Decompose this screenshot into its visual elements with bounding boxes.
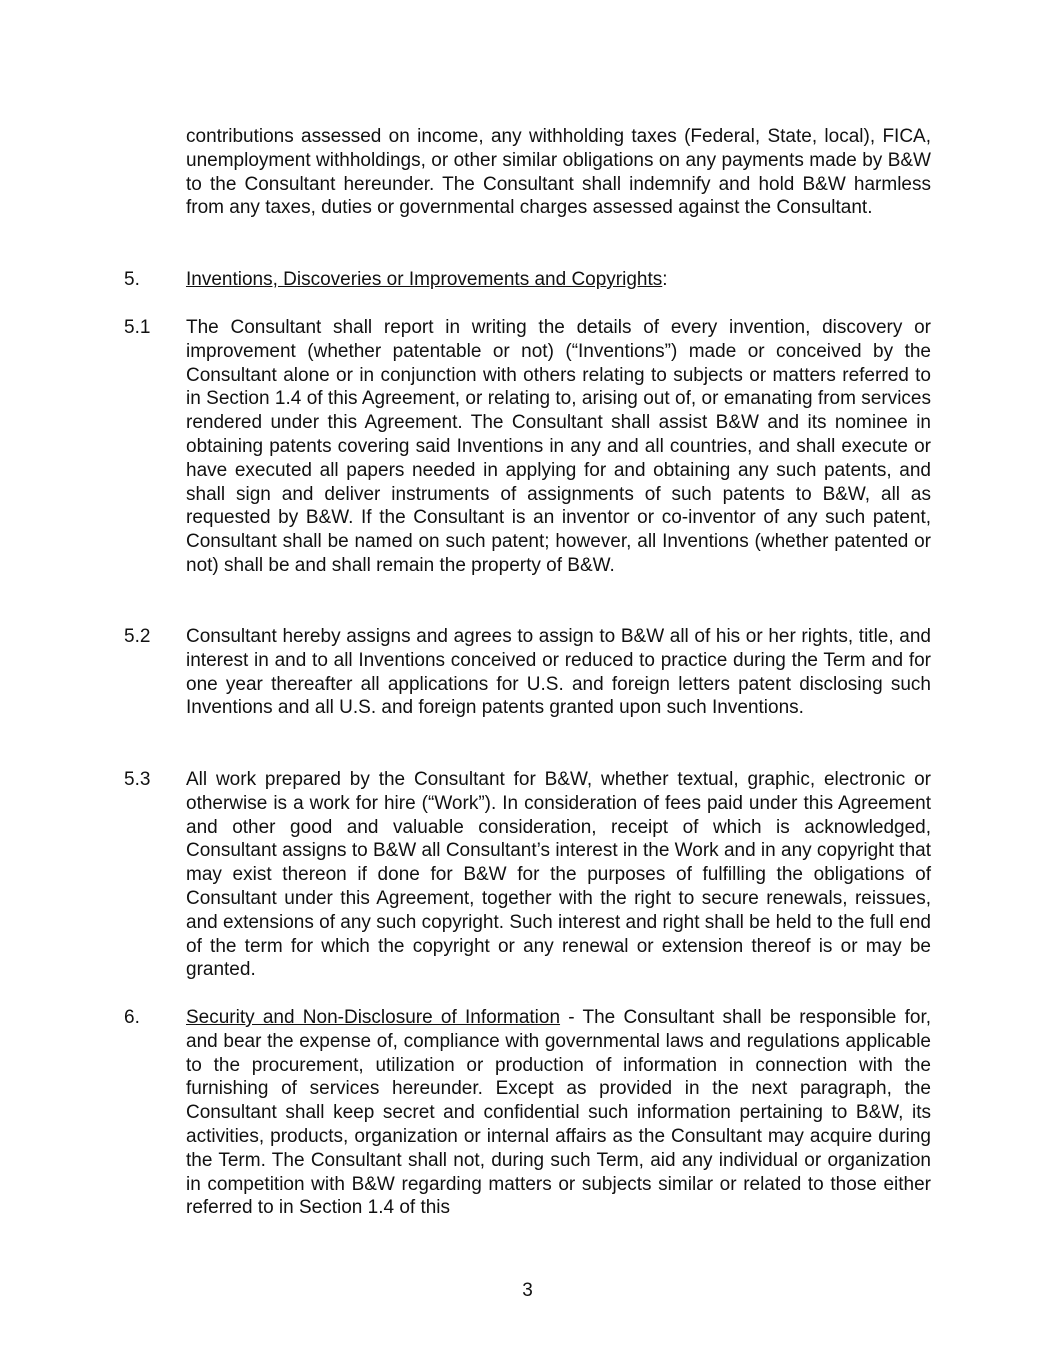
section-6-number: 6. [124, 1007, 140, 1028]
section-5-3-number: 5.3 [124, 769, 151, 790]
section-5-2-number: 5.2 [124, 626, 151, 647]
page-number: 3 [522, 1280, 533, 1301]
section-5-3-paragraph: All work prepared by the Consultant for B&W, whether textual, graphic, electronic or otherwise is a work for hire (“Work”). In consideration of fees paid under this Agreement and other good and valuable consideration, receipt of which is acknowledged, Consultant assigns to B&W all Consultant’s interest in the Work and in any copyright that may exist thereon if done for B&W for the purposes of fulfilling the obligations of Consultant under this Agreement, together with the right to secure renewals, reissues, and extensions of any such copyright. Such interest and right shall be held to the full end of the term for which the copyright or any renewal or extension thereof is or may be granted. [186, 769, 931, 981]
section-5-heading-line [186, 268, 931, 292]
section-6-heading: Security and Non-Disclosure of Information [186, 1007, 561, 1028]
section-5-1-number: 5.1 [124, 317, 151, 338]
section-5-1-paragraph: The Consultant shall report in writing the details of every invention, discovery or improvement (whether patentable or not) (“Inventions”) made or conceived by the Consultant alone or in conjunction with others relating to subjects or matters referred to in Section 1.4 of this Agreement, or relating to, arising out of, or emanating from services rendered under this Agreement. The Consultant shall assist B&W and its nominee in obtaining patents covering said Inventions in any and all countries, and shall execute or have executed all papers needed in applying for and obtaining any such patents, and shall sign and deliver instruments of assignments of such patents to B&W, all as requested by B&W. If the Consultant is an inventor or co-inventor of any such patent, Consultant shall be named on such patent; however, all Inventions (whether patented or not) shall be and shall remain the property of B&W. [186, 317, 931, 576]
intro-paragraph: contributions assessed on income, any withholding taxes (Federal, State, local), FICA, unemployment withholdings, or other similar obligations on any payments made by B&W to the Consultant hereunder. The Consultant shall indemnify and hold B&W harmless from any taxes, duties or governmental charges assessed against the Consultant. [186, 126, 931, 219]
section-5-heading: Inventions, Discoveries or Improvements and Copyrights [186, 269, 663, 290]
section-6-text: - The Consultant shall be responsible for, and bear the expense of, compliance with governmental laws and regulations applicable to the procurement, utilization or production of information in connection with the furnishing of services hereunder. Except as provided in the next paragraph, the Consultant shall keep secret and confidential such information pertaining to B&W, its activities, products, organization or internal affairs as the Consultant may acquire during the Term. The Consultant shall not, during such Term, aid any individual or organization in competition with B&W regarding matters or subjects similar or related to those either referred to in Section 1.4 of this [186, 1007, 931, 1219]
section-5-2-paragraph: Consultant hereby assigns and agrees to assign to B&W all of his or her rights, title, and interest in and to all Inventions conceived or reduced to practice during the Term and for one year thereafter all applications for U.S. and foreign letters patent disclosing such Inventions and all U.S. and foreign patents granted upon such Inventions. [186, 626, 931, 719]
section-6-paragraph [186, 1006, 931, 1220]
section-5-heading-suffix: : [662, 269, 668, 290]
section-5-number: 5. [124, 269, 140, 290]
